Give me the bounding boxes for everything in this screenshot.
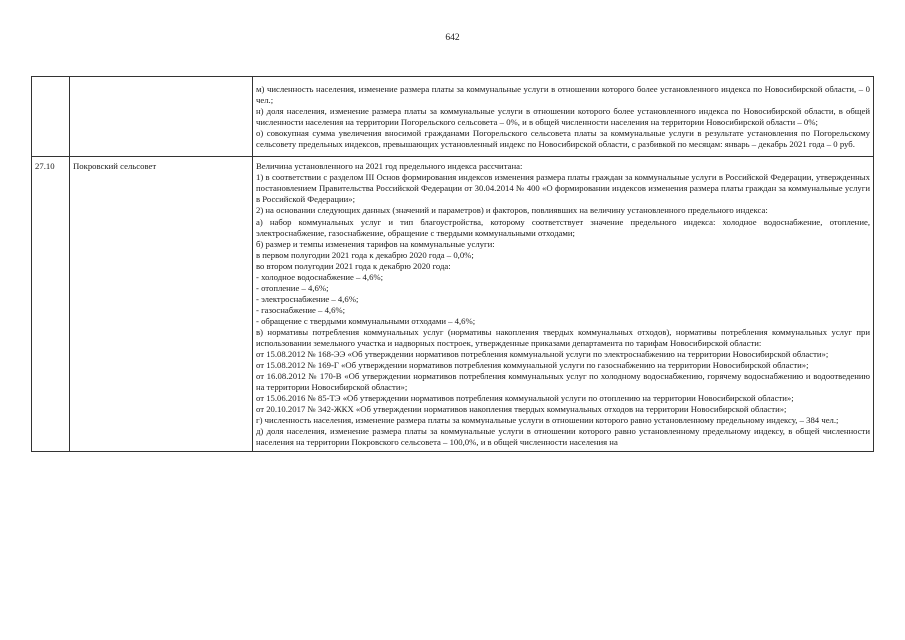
- document-table: [31, 76, 874, 452]
- row-number-cell: 27.10: [32, 157, 70, 451]
- paragraph: - холодное водоснабжение – 4,6%;: [256, 271, 384, 282]
- row-number-cell: [32, 77, 70, 157]
- paragraph: - обращение с твердыми коммунальными отходами – 4,6%;: [256, 315, 476, 326]
- table-row: [32, 77, 874, 157]
- paragraph: от 15.08.2012 № 168-ЭЭ «Об утверждении нормативов потребления коммунальной услуги по электроснабжению на территории Новосибирской области»;: [256, 349, 829, 360]
- paragraph: а) набор коммунальных услуг и тип благоустройства, которому соответствует значение предельного индекса: холодное водоснабжение, отопление, электроснабжение, газоснабжение, обращение с твердыми коммунальными отходами;: [256, 216, 870, 238]
- paragraph: м) численность населения, изменение размера платы за коммунальные услуги в отношении которого более установленного индекса по Новосибирской области, – 0 чел.;: [256, 84, 870, 106]
- paragraph: - газоснабжение – 4,6%;: [256, 304, 346, 315]
- paragraph: от 15.08.2012 № 169-Г «Об утверждении нормативов потребления коммунальной услуги по газоснабжению на территории Новосибирской области»;: [256, 360, 809, 371]
- paragraph: 1) в соответствии с разделом III Основ формирования индексов изменения размера платы граждан за коммунальные услуги в Российской Федерации, утвержденных постановлением Правительства Российской Федерации от 30.04.2014 № 400 «О формировании индексов изменения размера платы граждан за коммунальные услуги в Российской Федерации»;: [256, 172, 870, 205]
- paragraph: в) нормативы потребления коммунальных услуг (нормативы накопления твердых коммунальных отходов), нормативы потребления коммунальных услуг при использовании земельного участка и надворных построек, утвержденные приказами департамента по тарифам Новосибирской области:: [256, 326, 870, 349]
- paragraph: г) численность населения, изменение размера платы за коммунальные услуги в отношении которого равно установленному предельному индексу, – 384 чел.;: [256, 415, 839, 426]
- paragraph: во втором полугодии 2021 года к декабрю 2020 года:: [256, 260, 451, 271]
- settlement-name-cell: [70, 77, 253, 157]
- index-description-cell: [253, 157, 874, 451]
- paragraph: б) размер и темпы изменения тарифов на коммунальные услуги:: [256, 238, 495, 249]
- settlement-name-cell: Покровский сельсовет: [70, 157, 253, 451]
- index-description-cell: [253, 77, 874, 157]
- paragraph: от 16.08.2012 № 170-В «Об утверждении нормативов потребления коммунальных услуг по холодному водоснабжению, горячему водоснабжению и водоотведению на территории Новосибирской области»;: [256, 371, 870, 393]
- paragraph: о) совокупная сумма увеличения вносимой гражданами Погорельского сельсовета платы за коммунальные услуги в результате установления по Погорельскому сельсовету предельных индексов, превышающих установленный индекс по Новосибирской области, с разбивкой по месяцам: январь – декабрь 2021 года – 0 руб.: [256, 128, 870, 150]
- paragraph: от 15.06.2016 № 85-ТЭ «Об утверждении нормативов потребления коммунальной услуги по отоплению на территории Новосибирской области»;: [256, 393, 794, 404]
- paragraph: в первом полугодии 2021 года к декабрю 2020 года – 0,0%;: [256, 249, 474, 260]
- page-number: 642: [445, 33, 460, 43]
- paragraph: - электроснабжение – 4,6%;: [256, 293, 359, 304]
- paragraph: 2) на основании следующих данных (значений и параметров) и факторов, повлиявших на величину установленного предельного индекса:: [256, 205, 768, 216]
- paragraph: - отопление – 4,6%;: [256, 282, 329, 293]
- paragraph: Величина установленного на 2021 год предельного индекса рассчитана:: [256, 161, 523, 172]
- table-row: [32, 157, 874, 451]
- paragraph: н) доля населения, изменение размера платы за коммунальные услуги в отношении которого более установленного индекса по Новосибирской области, в общей численности населения на территории Погорельского сельсовета – 0%, и в общей численности населения на территории Новосибирской области – 0%;: [256, 106, 870, 128]
- paragraph: от 20.10.2017 № 342-ЖКХ «Об утверждении нормативов накопления твердых коммунальных отходов на территории Новосибирской области»;: [256, 404, 787, 415]
- paragraph: д) доля населения, изменение размера платы за коммунальные услуги в отношении которого равно установленному предельному индексу, в общей численности населения на территории Покровского сельсовета – 100,0%, и в общей численности населения на: [256, 426, 870, 448]
